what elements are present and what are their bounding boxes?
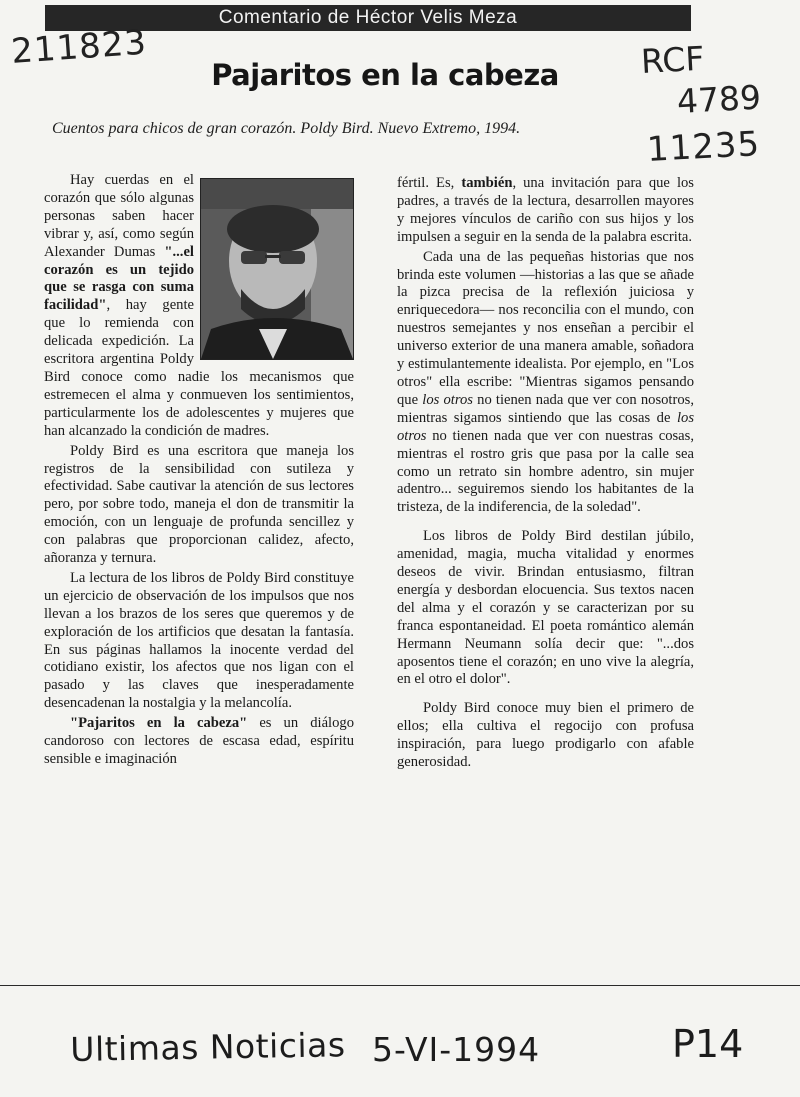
author-portrait-photo — [200, 178, 354, 360]
article-right-column — [397, 175, 694, 772]
paragraph-1-continued: , hay gente que lo remienda con delicada expedición. La escritora argentina Poldy Bird conoce como nadie los mecanismos que estremecen el alma y conmueven los sentimientos, particularmente los de adolescentes y mujeres que han alcanzado la condición de madres. — [44, 297, 354, 439]
handwritten-ref-code: RCF — [640, 38, 706, 81]
section-banner: Comentario de Héctor Velis Meza — [45, 5, 691, 31]
italic-los-otros: los otros — [422, 391, 473, 408]
book-title-quote: "Pajaritos en la cabeza" — [70, 715, 248, 732]
paragraph-2: Poldy Bird es una escritora que maneja los registros de la sensibilidad con sutileza y efectividad. Sabe cautivar la atención de sus lectores pero, por sobre todo, maneja el don de transmitir la emoción, con un lenguaje de profunda sencillez y con palabras que proporcionan calidez, afecto, añoranza y ternura. — [44, 442, 354, 567]
handwritten-page-number: P14 — [672, 1022, 744, 1066]
article-title: Pajaritos en la cabeza — [211, 58, 559, 92]
handwritten-ref-number: 4789 — [676, 77, 762, 121]
handwritten-date: 5-VI-1994 — [372, 1030, 541, 1069]
dumas-quote: "...el corazón es un tejido que se rasga con suma facilidad" — [44, 243, 194, 314]
paragraph-4-text: es un diálogo candoroso con lectores de escasa edad, espíritu sensible e imaginación — [44, 715, 354, 767]
article-left-column — [44, 172, 354, 769]
portrait-icon — [201, 179, 353, 359]
handwritten-ref-number-2: 11235 — [646, 124, 762, 170]
handwritten-newspaper-name: Ultimas Noticias — [70, 1025, 346, 1069]
bottom-rule — [0, 985, 800, 986]
emphasis-tambien: también — [461, 175, 513, 191]
paragraph-7: Los libros de Poldy Bird destilan júbilo, amenidad, magia, mucha vitalidad y enormes deseos de vivir. Brindan entusiasmo, filtran energía y desbordan elocuencia. Sus textos nacen del alma y el corazón y se caracterizan por su franca espontaneidad. El poeta romántico alemán Hermann Neumann solía decir que: "...dos aposentos tiene el corazón; en uno vive la alegría, en el otro el dolor". — [397, 528, 694, 688]
paragraph-6-part-3: no tienen nada que ver con nuestras cosas, mientras el rostro gris que pasa por la calle sea como un retrato sin hombre adentro, sin mujer adentro... seguiremos siendo los habitantes de la tristeza, de la indiferencia, de la soledad". — [397, 427, 694, 516]
paragraph-6-text: Cada una de las pequeñas historias que nos brinda este volumen —historias a las que se añade la pizca precisa de la reflexión juiciosa y enriquecedora— nos reconcilia con el mundo, con nuestros semejantes y nos enseñan a percibir el universo exterior de una manera amable, soñadora y estimulantemente idealista. Por ejemplo, en "Los otros" ella escribe: "Mientras sigamos pensando que — [397, 248, 694, 408]
italic-los-otros-2: los otros — [397, 409, 694, 444]
handwritten-catalog-id: 211823 — [10, 22, 149, 72]
paragraph-5-continued: , una invitación para que los padres, a través de la lectura, desarrollen mayores y mejores vínculos de cariño con sus hijos y los impulsen a seguir en la senda de la palabra escrita. — [397, 175, 694, 245]
paragraph-3: La lectura de los libros de Poldy Bird constituye un ejercicio de observación de los impulsos que nos llevan a los brazos de los seres que queremos y de exploración de los artificios que desatan la fantasía. En sus páginas hallamos la inocente verdad del cotidiano existir, los afectos que nos ligan con el pasado y las claves que inesperadamente desencadenan la nostalgia y la melancolía. — [44, 569, 354, 712]
paragraph-5-text: fértil. Es, — [397, 175, 462, 191]
paragraph-6-part-2: no tienen nada que ver con nosotros, mientras sigamos sintiendo que las cosas de — [397, 391, 694, 426]
paragraph-8: Poldy Bird conoce muy bien el primero de ellos; ella cultiva el regocijo con profusa inspiración, para luego prodigarlo con afable generosidad. — [397, 700, 694, 771]
book-reference: Cuentos para chicos de gran corazón. Poldy Bird. Nuevo Extremo, 1994. — [52, 120, 521, 137]
paragraph-1-text: Hay cuerdas en el corazón que sólo algunas personas saben hacer vibrar y, así, como según Alexander Dumas — [44, 172, 194, 260]
